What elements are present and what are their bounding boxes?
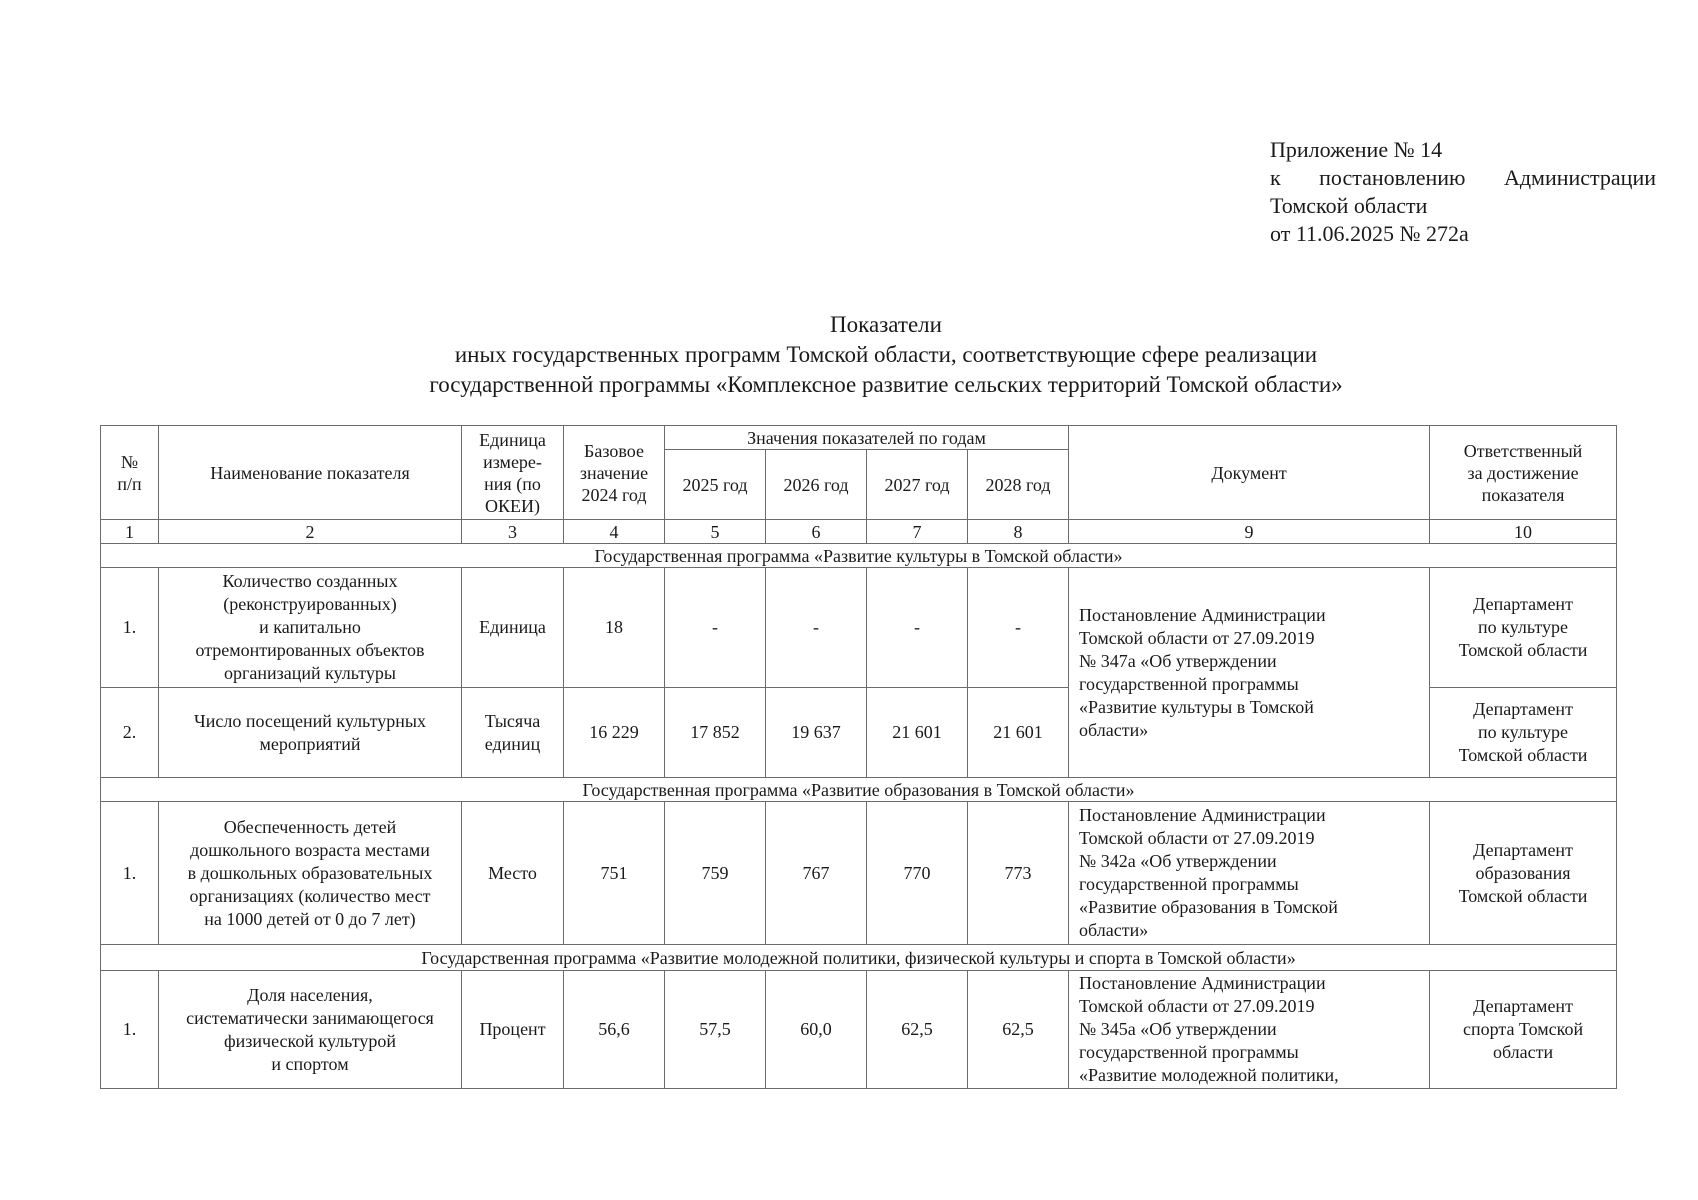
row-num: 1. xyxy=(101,568,159,688)
header-2028: 2028 год xyxy=(968,450,1069,520)
row-document: Постановление Администрации Томской области от 27.09.2019 № 342а «Об утверждении государственной программы «Развитие образования в Томской области» xyxy=(1069,802,1430,945)
section-row-culture xyxy=(101,544,1617,568)
row-responsible: Департамент спорта Томской области xyxy=(1430,971,1617,1089)
header-2026: 2026 год xyxy=(766,450,867,520)
row-2027: 770 xyxy=(867,802,968,945)
row-2025: - xyxy=(665,568,766,688)
row-2025: 759 xyxy=(665,802,766,945)
table-row xyxy=(101,568,1617,688)
appendix-region: Томской области xyxy=(1270,193,1428,218)
indicators-table xyxy=(100,425,1617,1089)
title-line-1: Показатели xyxy=(830,312,942,337)
table-row xyxy=(101,802,1617,945)
appendix-number: Приложение № 14 xyxy=(1270,137,1443,162)
title-line-3: государственной программы «Комплексное развитие сельских территорий Томской области» xyxy=(429,372,1343,397)
row-2027: 21 601 xyxy=(867,688,968,778)
row-unit: Тысяча единиц xyxy=(462,688,564,778)
row-name: Обеспеченность детей дошкольного возраста местами в дошкольных образовательных организациях (количество мест на 1000 детей от 0 до 7 лет) xyxy=(159,802,462,945)
row-unit: Место xyxy=(462,802,564,945)
row-base: 16 229 xyxy=(564,688,665,778)
row-num: 1. xyxy=(101,971,159,1089)
row-2027: - xyxy=(867,568,968,688)
header-years-group: Значения показателей по годам xyxy=(665,426,1069,450)
row-2027: 62,5 xyxy=(867,971,968,1089)
column-number: 4 xyxy=(564,520,665,544)
row-base: 56,6 xyxy=(564,971,665,1089)
header-row xyxy=(101,426,1617,450)
appendix-block xyxy=(1270,136,1656,248)
header-num: № п/п xyxy=(101,426,159,520)
column-number: 9 xyxy=(1069,520,1430,544)
row-2028: - xyxy=(968,568,1069,688)
section-title: Государственная программа «Развитие молодежной политики, физической культуры и спорта в Томской области» xyxy=(101,945,1617,971)
row-2028: 773 xyxy=(968,802,1069,945)
row-2026: 60,0 xyxy=(766,971,867,1089)
row-responsible: Департамент по культуре Томской области xyxy=(1430,688,1617,778)
row-2026: 767 xyxy=(766,802,867,945)
header-2027: 2027 год xyxy=(867,450,968,520)
column-numbers-row xyxy=(101,520,1617,544)
row-document: Постановление Администрации Томской области от 27.09.2019 № 347а «Об утверждении государственной программы «Развитие культуры в Томской области» xyxy=(1069,568,1430,778)
column-number: 3 xyxy=(462,520,564,544)
row-unit: Единица xyxy=(462,568,564,688)
row-name: Количество созданных (реконструированных) и капитально отремонтированных объектов организаций культуры xyxy=(159,568,462,688)
row-responsible: Департамент по культуре Томской области xyxy=(1430,568,1617,688)
row-base: 751 xyxy=(564,802,665,945)
column-number: 6 xyxy=(766,520,867,544)
column-number: 5 xyxy=(665,520,766,544)
column-number: 7 xyxy=(867,520,968,544)
row-base: 18 xyxy=(564,568,665,688)
row-document: Постановление Администрации Томской области от 27.09.2019 № 345а «Об утверждении государственной программы «Развитие молодежной политики, xyxy=(1069,971,1430,1089)
row-num: 2. xyxy=(101,688,159,778)
row-2025: 17 852 xyxy=(665,688,766,778)
column-number: 1 xyxy=(101,520,159,544)
title-line-2: иных государственных программ Томской области, соответствующие сфере реализации xyxy=(454,342,1318,367)
header-base: Базовое значение 2024 год xyxy=(564,426,665,520)
column-number: 10 xyxy=(1430,520,1617,544)
appendix-date: от 11.06.2025 № 272а xyxy=(1270,221,1469,246)
row-2026: 19 637 xyxy=(766,688,867,778)
row-name: Число посещений культурных мероприятий xyxy=(159,688,462,778)
table-row xyxy=(101,971,1617,1089)
section-title: Государственная программа «Развитие культуры в Томской области» xyxy=(101,544,1617,568)
row-name: Доля населения, систематически занимающегося физической культурой и спортом xyxy=(159,971,462,1089)
row-responsible: Департамент образования Томской области xyxy=(1430,802,1617,945)
column-number: 2 xyxy=(159,520,462,544)
appendix-resolution-ref: к постановлению Администрации xyxy=(1270,165,1656,190)
section-title: Государственная программа «Развитие образования в Томской области» xyxy=(101,778,1617,802)
row-2028: 21 601 xyxy=(968,688,1069,778)
row-num: 1. xyxy=(101,802,159,945)
section-row-education xyxy=(101,778,1617,802)
row-2026: - xyxy=(766,568,867,688)
header-document: Документ xyxy=(1069,426,1430,520)
row-unit: Процент xyxy=(462,971,564,1089)
header-unit: Единица измере- ния (по ОКЕИ) xyxy=(462,426,564,520)
row-2025: 57,5 xyxy=(665,971,766,1089)
section-row-youth-sport xyxy=(101,945,1617,971)
header-responsible: Ответственный за достижение показателя xyxy=(1430,426,1617,520)
header-2025: 2025 год xyxy=(665,450,766,520)
header-name: Наименование показателя xyxy=(159,426,462,520)
column-number: 8 xyxy=(968,520,1069,544)
row-2028: 62,5 xyxy=(968,971,1069,1089)
document-title xyxy=(100,310,1672,400)
